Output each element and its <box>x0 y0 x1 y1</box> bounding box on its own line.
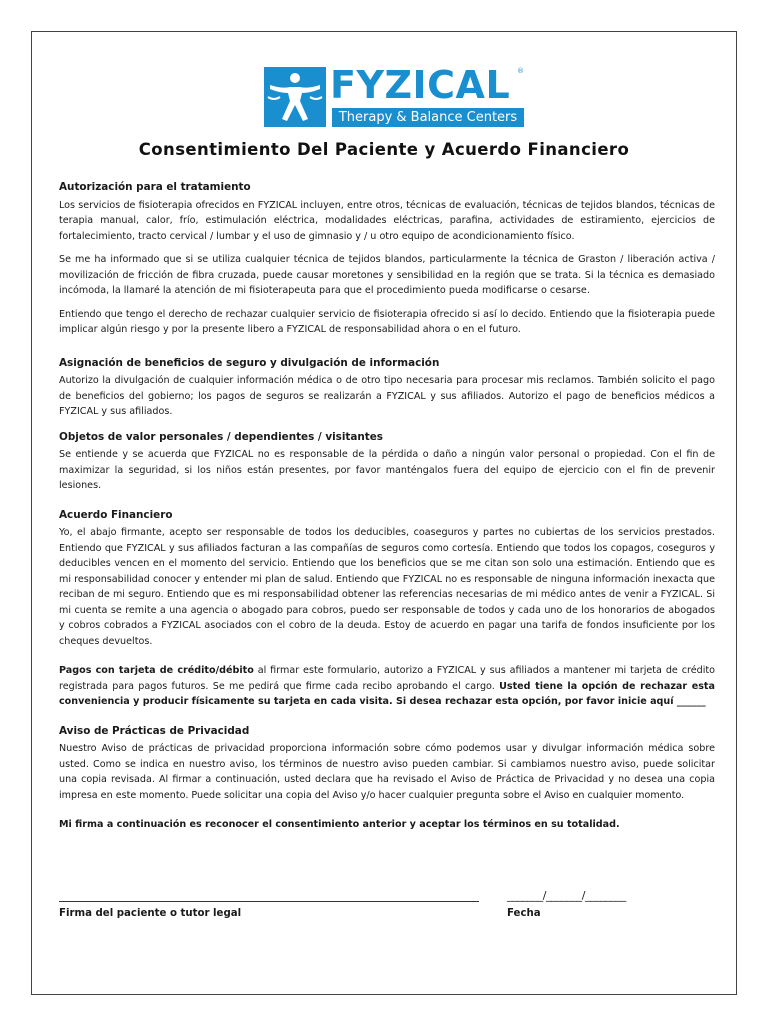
pagos-lead: Pagos con tarjeta de crédito/débito <box>59 665 254 676</box>
paragraph: Los servicios de fisioterapia ofrecidos en FYZICAL incluyen, entre otros, técnicas de evaluación, técnicas de tejidos blandos, técnicas de terapia manual, calor, frío, estimulación eléctrica, modalidades eléctricas, parafina, actividades de estiramiento, ejercicios de fortalecimiento, tracto cervical / lumbar y el uso de gimnasio y / u otro equipo de acondicionamiento físico. <box>59 199 715 242</box>
fyzical-logo <box>264 63 527 127</box>
date-field[interactable]: _______/_______/________ <box>507 889 626 902</box>
paragraph: Se me ha informado que si se utiliza cualquier técnica de tejidos blandos, particularmente la técnica de Graston / liberación activa / movilización de fricción de fibra cruzada, puede causar moretones y sensibilidad en la región que se trata. Si la técnica es demasiado incómoda, la llamaré la atención de mi fisioterapeuta para que el procedimiento pueda modificarse o cesarse. <box>59 254 715 296</box>
paragraph: Yo, el abajo firmante, acepto ser responsable de todos los deducibles, coaseguros y partes no cubiertas de los servicios prestados. Entiendo que FYZICAL y sus afiliados facturan a las compañías de seguros como cortesía. Entiendo que todos los copagos, coseguros y deducibles vencen en el momento del servicio. Entiendo que los beneficios que se me citan son solo una estimación. Entiendo que es mi responsabilidad conocer y entender mi plan de salud. Entiendo que FYZICAL no es responsable de ninguna información inexacta que reciban de mi seguro. Entiendo que es mi responsabilidad obtener las referencias necesarias de mi médico antes de venir a FYZICAL. Si mi cuenta se remite a una agencia o abogado para cobros, puedo ser responsable de todos y cada uno de los honorarios de abogados y cobros cobrados a FYZICAL asociados con el cobro de la deuda. Estoy de acuerdo en pagar una tarifa de fondos insuficiente por los cheques devueltos. <box>59 527 715 647</box>
section-acuerdo <box>59 508 715 650</box>
pagos-optout: Usted tiene la opción de rechazar esta conveniencia y producir físicamente su tarjeta en cada visita. Si desea rechazar esta opción, por favor inicie aquí ______ <box>59 680 715 707</box>
signature-label: Firma del paciente o tutor legal <box>59 908 242 919</box>
paragraph: Se entiende y se acuerda que FYZICAL no es responsable de la pérdida o daño a ningún valor personal o propiedad. Con el fin de maximizar la seguridad, si los niños están presentes, por favor manténgalos fuera del equipo de ejercicio con el fin de prevenir lesiones. <box>59 449 715 491</box>
section-asignacion <box>59 356 715 420</box>
section-objetos <box>59 430 715 494</box>
document-title: Consentimiento Del Paciente y Acuerdo Financiero <box>138 140 630 159</box>
section-heading: Asignación de beneficios de seguro y divulgación de información <box>59 356 440 369</box>
paragraph: Autorizo la divulgación de cualquier información médica o de otro tipo necesaria para procesar mis reclamos. También solicito el pago de beneficios del gobierno; los pagos de seguros se realizarán a FYZICAL y sus afiliados. Autorizo el pago de beneficios médicos a FYZICAL y sus afiliados. <box>59 375 715 417</box>
signature-statement: Mi firma a continuación es reconocer el consentimiento anterior y aceptar los términos en su totalidad. <box>59 819 620 830</box>
section-heading: Aviso de Prácticas de Privacidad <box>59 724 250 737</box>
section-heading: Acuerdo Financiero <box>59 508 173 521</box>
section-heading: Autorización para el tratamiento <box>59 181 251 193</box>
section-autorizacion <box>59 180 715 338</box>
document-body <box>59 180 715 841</box>
signature-line[interactable] <box>59 901 479 902</box>
date-label: Fecha <box>507 908 541 919</box>
logo-tagline: Therapy & Balance Centers <box>332 108 524 127</box>
paragraph <box>59 663 715 710</box>
section-heading: Objetos de valor personales / dependientes / visitantes <box>59 430 383 443</box>
pagos-body: al firmar este formulario, autorizo a FYZICAL y sus afiliados a mantener mi tarjeta de crédito registrada para pagos futuros. Se me pedirá que firme cada recibo aprobando el cargo. <box>59 665 716 692</box>
paragraph: Nuestro Aviso de prácticas de privacidad proporciona información sobre cómo podemos usar y divulgar información médica sobre usted. Como se indica en nuestro aviso, los términos de nuestro aviso pueden cambiar. Si cambiamos nuestro aviso, puede solicitar una copia revisada. Al firmar a continuación, usted declara que ha revisado el Aviso de Práctica de Privacidad y no desea una copia impresa en este momento. Puede solicitar una copia del Aviso y/o hacer cualquier pregunta sobre el Aviso en cualquier momento. <box>59 743 715 801</box>
section-pagos <box>59 663 715 710</box>
logo-wordmark: FYZICAL <box>330 63 511 107</box>
section-privacidad <box>59 724 715 804</box>
running-figure-icon <box>264 67 326 127</box>
registered-mark: ® <box>517 67 524 75</box>
paragraph: Entiendo que tengo el derecho de rechazar cualquier servicio de fisioterapia ofrecido si así lo decido. Entiendo que la fisioterapia puede implicar algún riesgo y por la presente libero a FYZICAL de responsabilidad ahora o en el futuro. <box>59 308 715 335</box>
